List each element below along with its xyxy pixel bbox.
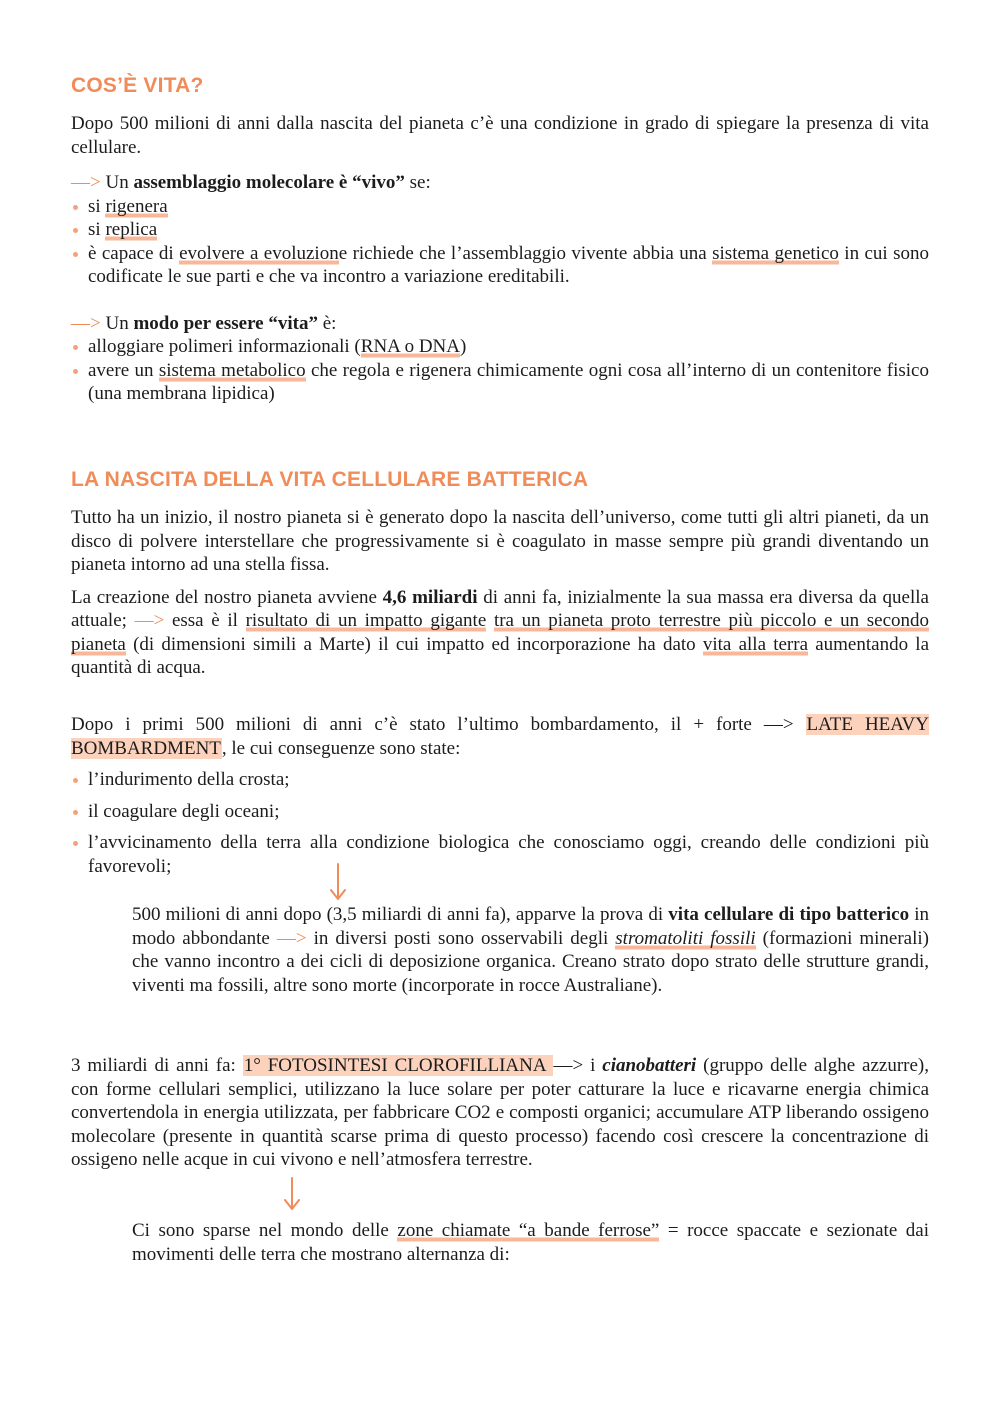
underlined-term: zone chiamate “a bande ferrose”	[397, 1220, 660, 1241]
life-mode-list	[71, 335, 929, 406]
section2-body	[71, 506, 929, 680]
list-item: l’avvicinamento della terra alla condizione biologica che conosciamo oggi, creando delle condizioni più favorevoli;	[71, 831, 929, 878]
life-mode-line: —> Un modo per essere “vita” è:	[71, 312, 337, 334]
iron-bands-block	[132, 1219, 929, 1266]
list-item: alloggiare polimeri informazionali (RNA o DNA)	[71, 335, 929, 359]
list-item: il coagulare degli oceani;	[71, 800, 929, 824]
underlined-term: sistema metabolico	[158, 359, 306, 381]
list-item: l’indurimento della crosta;	[71, 768, 929, 792]
bold-term: assemblaggio molecolare è “vivo”	[133, 172, 405, 193]
arrow-marker: —>	[71, 312, 101, 334]
underlined-term: evolvere a evoluzion	[179, 242, 339, 264]
paragraph: 500 milioni di anni dopo (3,5 miliardi di anni fa), apparve la prova di vita cellulare di tipo batterico in modo abbondante —> in diversi posti sono osservabili degli stromatoliti fossili (formazioni minerali) che vanno incontro a dei cicli di deposizione organica. Creano strato dopo strato delle strutture grandi, viventi ma fossili, altre sono morte (incorporate in rocce Australiane).	[132, 904, 929, 996]
list-item: si rigenera	[71, 195, 929, 219]
bold-term: modo per essere “vita”	[133, 312, 318, 334]
bombardment-block	[71, 713, 929, 886]
arrow-marker: —>	[71, 172, 101, 193]
bold-italic-term: cianobatteri	[602, 1055, 697, 1076]
paragraph: La creazione del nostro pianeta avviene 4,6 miliardi di anni fa, inizialmente la sua massa era diversa da quella attuale; —> essa è il risultato di un impatto gigante tra un pianeta proto terrestre più piccolo e un secondo pianeta (di dimensioni simili a Marte) il cui impatto ed incorporazione ha dato vita alla terra aumentando la quantità di acqua.	[71, 586, 930, 678]
highlighted-term: 1° FOTOSINTESI CLOROFILLIANA	[243, 1055, 553, 1076]
bold-term: vita cellulare di tipo batterico	[668, 904, 910, 925]
paragraph: Ci sono sparse nel mondo delle zone chiamate “a bande ferrose” = rocce spaccate e sezionate dai movimenti delle terra che mostrano alternanza di:	[132, 1220, 929, 1265]
alive-criteria-list	[71, 195, 929, 289]
section-title-what-is-life: COS’È VITA?	[71, 74, 204, 97]
arrow-marker: —>	[134, 610, 165, 631]
paragraph: 3 miliardi di anni fa: 1° FOTOSINTESI CLOROFILLIANA —> i cianobatteri (gruppo delle alghe azzurre), con forme cellulari semplici, utilizzano la luce solare per poter catturare la luce e ricavarne energia chimica convertendola in energia utilizzata, per fabbricare CO2 e composti organici; accumulare ATP liberando ossigeno molecolare (presente in quantità scarse prima di questo processo) facendo così crescere la concentrazione di ossigeno nelle acque in cui vivono e nell’atmosfera terrestre.	[71, 1055, 930, 1170]
paragraph: Dopo i primi 500 milioni di anni c’è stato l’ultimo bombardamento, il + forte —> LATE HEAVY BOMBARDMENT, le cui conseguenze sono state:	[71, 714, 929, 759]
arrow-marker: —>	[276, 927, 307, 949]
paragraph: Tutto ha un inizio, il nostro pianeta si è generato dopo la nascita dell’universo, come tutti gli altri pianeti, da un disco di polvere interstellare che progressivamente si è coagulato in masse sempre più grandi diventando un pianeta intorno ad una stella fissa.	[71, 507, 929, 575]
section-title-birth-of-bacterial-life: LA NASCITA DELLA VITA CELLULARE BATTERICA	[71, 468, 589, 491]
underlined-term: RNA o DNA	[360, 336, 460, 357]
underlined-term: tra un pianeta proto terrestre più piccolo e un secondo pianeta	[71, 610, 930, 655]
underlined-term: rigenera	[105, 195, 168, 217]
underlined-term: sistema genetico	[712, 242, 839, 264]
bold-term: 4,6 miliardi	[382, 586, 478, 608]
down-arrow-icon	[329, 862, 347, 902]
list-item: si replica	[71, 218, 929, 242]
intro-paragraph: Dopo 500 milioni di anni dalla nascita del pianeta c’è una condizione in grado di spiegare la presenza di vita cellulare.	[71, 113, 929, 158]
underlined-term: vita alla terra	[702, 633, 809, 655]
section1-body	[71, 112, 929, 406]
photosynthesis-block	[71, 1054, 929, 1172]
consequences-list	[71, 768, 929, 878]
down-arrow-icon	[283, 1176, 301, 1212]
underlined-term: risultato di un impatto gigante	[245, 610, 487, 631]
bacterial-life-block	[132, 903, 929, 997]
list-item: è capace di evolvere a evoluzione richiede che l’assemblaggio vivente abbia una sistema genetico in cui sono codificate le sue parti e che va incontro a variazione ereditabili.	[71, 242, 929, 289]
list-item: avere un sistema metabolico che regola e rigenera chimicamente ogni cosa all’interno di un contenitore fisico (una membrana lipidica)	[71, 359, 929, 406]
alive-definition-line: —> Un assemblaggio molecolare è “vivo” se:	[71, 172, 431, 193]
underlined-term: stromatoliti fossili	[615, 927, 756, 949]
highlighted-term: LATE HEAVY BOMBARDMENT	[71, 714, 929, 759]
underlined-term: replica	[105, 219, 158, 240]
